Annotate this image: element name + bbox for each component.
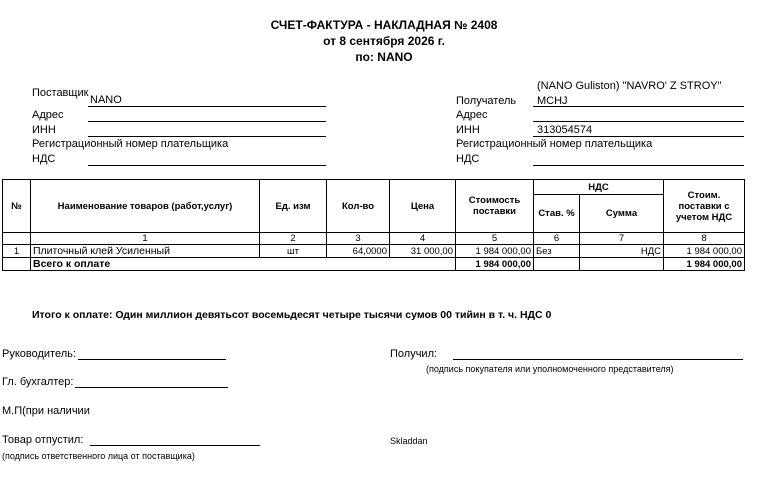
- released-sign-line: [90, 445, 260, 446]
- supplier-vat-label: НДС: [32, 153, 56, 165]
- total-row: [3, 258, 745, 271]
- row-cost: 1 984 000,00: [456, 245, 534, 258]
- header-name: Наименование товаров (работ,услуг): [31, 180, 260, 233]
- director-sign-line: [78, 359, 226, 360]
- column-number-row: [3, 233, 745, 245]
- supplier-address-line: [88, 121, 326, 122]
- total-with-vat: 1 984 000,00: [664, 258, 745, 271]
- col-number: 4: [390, 233, 456, 245]
- col-number: 3: [327, 233, 390, 245]
- supplier-inn-line: [88, 136, 326, 137]
- warehouse-label: Skladdan: [390, 436, 428, 446]
- recipient-vat-line: [533, 165, 744, 166]
- header-cost: Стоимость поставки: [456, 180, 534, 233]
- recipient-line: [533, 106, 744, 107]
- total-cost: 1 984 000,00: [456, 258, 534, 271]
- recipient-inn-value: 313054574: [537, 124, 593, 136]
- supplier-value: NANO: [90, 94, 122, 106]
- col-number: 7: [580, 233, 664, 245]
- header-total: Стоим. поставки с учетом НДС: [664, 180, 745, 233]
- total-label: Всего к оплате: [31, 258, 456, 271]
- invoice-contract: по: NANO: [355, 50, 413, 64]
- amount-in-words: Итого к оплате: Один миллион девятьсот восемьдесят четыре тысячи сумов 00 тийин в т. ч. НДС 0: [32, 309, 552, 321]
- header-vat-rate: Став. %: [534, 195, 580, 233]
- header-vat: НДС: [534, 180, 664, 195]
- row-total: 1 984 000,00: [664, 245, 745, 258]
- invoice-date: от 8 сентября 2026 г.: [323, 34, 445, 48]
- col-number: 1: [31, 233, 260, 245]
- received-note: (подпись покупателя или уполномоченного представителя): [426, 364, 674, 374]
- table-row: [3, 245, 745, 258]
- items-table: [2, 179, 745, 271]
- col-number: 8: [664, 233, 745, 245]
- recipient-reg-label: Регистрационный номер плательщика: [456, 138, 653, 150]
- supplier-vat-line: [88, 165, 326, 166]
- released-note: (подпись ответственного лица от поставщика): [2, 451, 195, 461]
- recipient-value: MCHJ: [537, 95, 568, 107]
- header-qty: Кол-во: [327, 180, 390, 233]
- recipient-label: Получатель: [456, 95, 517, 107]
- recipient-vat-label: НДС: [456, 153, 480, 165]
- invoice-title: СЧЕТ-ФАКТУРА - НАКЛАДНАЯ № 2408: [270, 18, 498, 32]
- supplier-address-label: Адрес: [32, 109, 64, 121]
- supplier-reg-label: Регистрационный номер плательщика: [32, 138, 229, 150]
- header-num: №: [3, 180, 31, 233]
- recipient-inn-label: ИНН: [456, 124, 480, 136]
- col-number: 2: [260, 233, 327, 245]
- header-price: Цена: [390, 180, 456, 233]
- recipient-name-line: (NANO Guliston) "NAVRO' Z STROY": [537, 80, 722, 92]
- director-label: Руководитель:: [2, 348, 76, 360]
- accountant-sign-line: [75, 387, 228, 388]
- recipient-address-label: Адрес: [456, 109, 488, 121]
- row-unit: шт: [260, 245, 327, 258]
- row-price: 31 000,00: [390, 245, 456, 258]
- received-label: Получил:: [390, 348, 438, 360]
- recipient-address-line: [533, 121, 744, 122]
- row-name: Плиточный клей Усиленный: [31, 245, 260, 258]
- col-number: [3, 233, 31, 245]
- row-num: 1: [3, 245, 31, 258]
- supplier-line: [88, 106, 326, 107]
- row-vat-rate: Без: [534, 245, 580, 258]
- stamp-label: М.П(при наличии: [2, 405, 90, 417]
- header-unit: Ед. изм: [260, 180, 327, 233]
- col-number: 6: [534, 233, 580, 245]
- accountant-label: Гл. бухгалтер:: [2, 376, 74, 388]
- received-sign-line: [453, 359, 743, 360]
- row-qty: 64,0000: [327, 245, 390, 258]
- row-vat-sum: НДС: [580, 245, 664, 258]
- supplier-inn-label: ИНН: [32, 124, 56, 136]
- header-vat-sum: Сумма: [580, 195, 664, 233]
- released-label: Товар отпустил:: [2, 434, 84, 446]
- col-number: 5: [456, 233, 534, 245]
- supplier-label: Поставщик: [32, 87, 89, 99]
- recipient-inn-line: [533, 136, 744, 137]
